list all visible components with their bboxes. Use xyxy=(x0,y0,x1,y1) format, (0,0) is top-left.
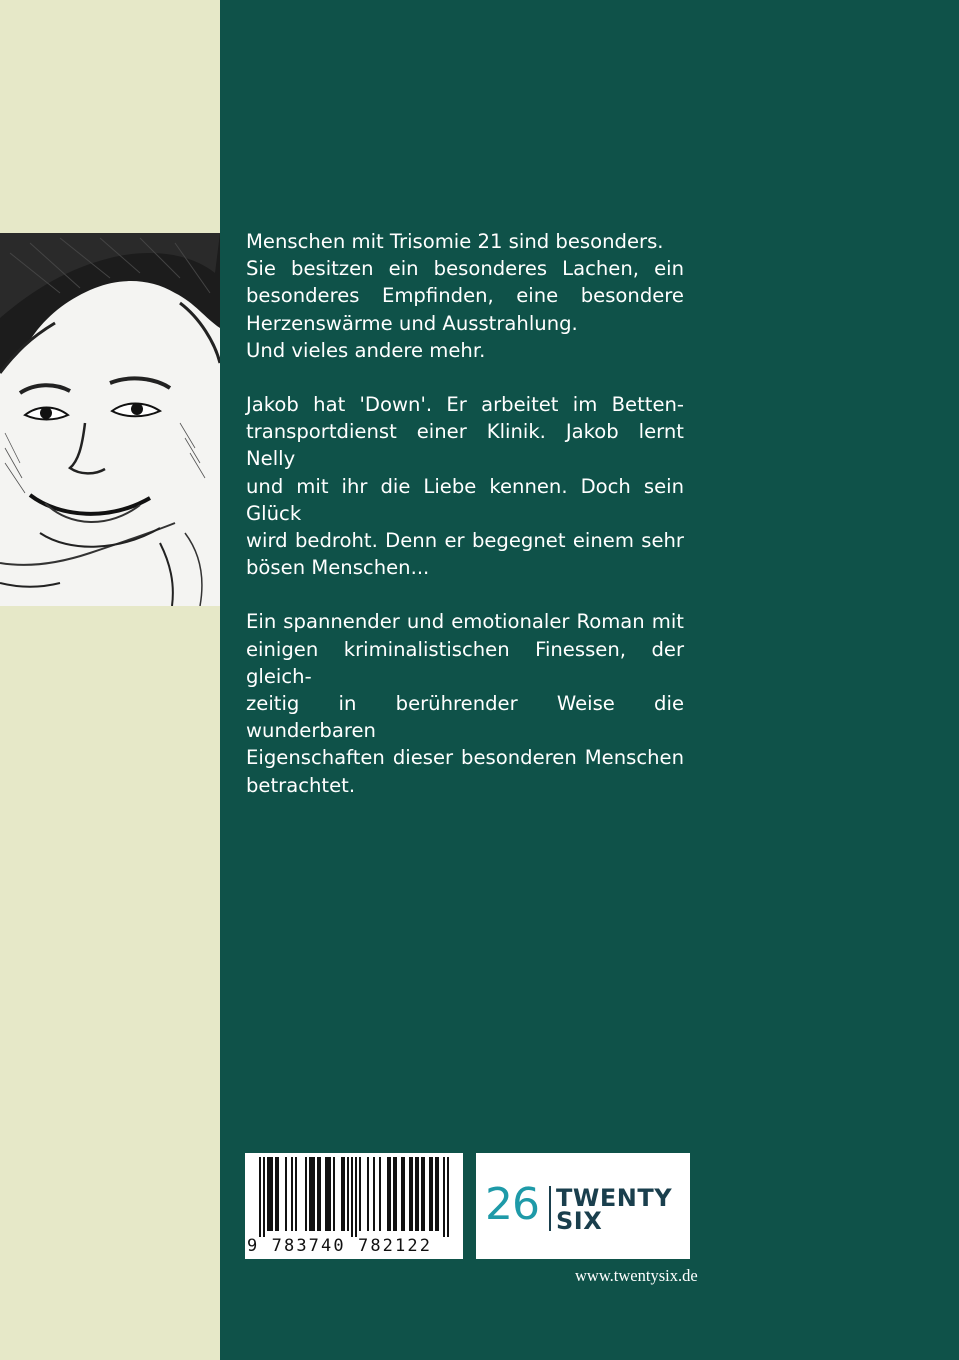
barcode-bar xyxy=(421,1157,423,1231)
logo-number: 26 xyxy=(485,1179,539,1230)
logo-word-six: SIX xyxy=(556,1207,603,1235)
barcode-bar xyxy=(325,1157,327,1231)
barcode-bar xyxy=(359,1157,361,1231)
publisher-logo xyxy=(476,1153,690,1259)
barcode-bar xyxy=(341,1157,343,1231)
barcode-bar xyxy=(343,1157,345,1231)
blurb-paragraph-1 xyxy=(246,228,684,364)
blurb-line: Jakob hat 'Down'. Er arbeitet im Betten- xyxy=(246,393,684,417)
barcode-bar xyxy=(333,1157,335,1231)
barcode-bar xyxy=(347,1157,349,1231)
blurb-paragraph-3 xyxy=(246,608,684,798)
barcode-bar xyxy=(417,1157,419,1231)
blurb-line: besonderes Empfinden, eine besondere xyxy=(246,284,684,308)
barcode-bar xyxy=(387,1157,389,1231)
barcode-bar xyxy=(379,1157,381,1231)
barcode-bar xyxy=(395,1157,397,1231)
barcode-bar xyxy=(403,1157,405,1231)
barcode-bar xyxy=(447,1157,449,1237)
blurb-line: wird bedroht. Denn er begegnet einem sehr xyxy=(246,529,684,553)
barcode-bar xyxy=(443,1157,445,1237)
logo-word-twenty: TWENTY xyxy=(556,1184,673,1212)
barcode-bar xyxy=(327,1157,329,1231)
blurb-line: einigen kriminalistischen Finessen, der gleich- xyxy=(246,637,684,688)
blurb-line: Sie besitzen ein besonderes Lachen, ein xyxy=(246,257,684,281)
blurb-line: Herzenswärme und Ausstrahlung. xyxy=(246,311,578,335)
blurb-line: und mit ihr die Liebe kennen. Doch sein Glück xyxy=(246,474,684,525)
portrait-drawing-icon xyxy=(0,233,220,606)
barcode-bar xyxy=(415,1157,417,1231)
barcode-bar xyxy=(319,1157,321,1231)
barcode-bar xyxy=(431,1157,433,1231)
barcode-bar xyxy=(291,1157,293,1231)
blurb-line: transportdienst einer Klinik. Jakob lernt Nelly xyxy=(246,420,684,471)
barcode-bar xyxy=(367,1157,369,1231)
barcode-bar xyxy=(355,1157,357,1237)
barcode-bar xyxy=(411,1157,413,1231)
barcode-bar xyxy=(263,1157,265,1237)
blurb-line: zeitig in berührender Weise die wunderbaren xyxy=(246,692,684,743)
barcode-bar xyxy=(309,1157,311,1231)
barcode xyxy=(245,1153,463,1259)
barcode-bar xyxy=(429,1157,431,1231)
barcode-bar xyxy=(437,1157,439,1231)
barcode-bar xyxy=(267,1157,269,1231)
barcode-bar xyxy=(259,1157,261,1237)
barcode-bar xyxy=(271,1157,273,1231)
barcode-bars xyxy=(245,1153,463,1237)
blurb-paragraph-2 xyxy=(246,391,684,581)
barcode-bar xyxy=(389,1157,391,1231)
blurb-line: betrachtet. xyxy=(246,773,356,797)
barcode-bar xyxy=(275,1157,277,1231)
barcode-bar xyxy=(401,1157,403,1231)
blurb-line: Eigenschaften dieser besonderen Menschen xyxy=(246,746,684,770)
spine-panel xyxy=(0,0,220,1360)
blurb-line: bösen Menschen... xyxy=(246,556,430,580)
barcode-digits: 9 783740 782122 xyxy=(247,1236,433,1256)
barcode-bar xyxy=(409,1157,411,1231)
barcode-bar xyxy=(269,1157,271,1231)
blurb-text xyxy=(246,228,684,826)
barcode-bar xyxy=(285,1157,287,1231)
barcode-bar xyxy=(305,1157,307,1231)
barcode-bar xyxy=(435,1157,437,1231)
barcode-bar xyxy=(277,1157,279,1231)
barcode-bar xyxy=(311,1157,313,1231)
blurb-line: Und vieles andere mehr. xyxy=(246,338,486,362)
publisher-url[interactable]: www.twentysix.de xyxy=(575,1266,698,1285)
barcode-bar xyxy=(313,1157,315,1231)
blurb-line: Menschen mit Trisomie 21 sind besonders. xyxy=(246,230,664,253)
logo-divider xyxy=(549,1186,551,1231)
barcode-bar xyxy=(393,1157,395,1231)
blurb-line: Ein spannender und emotionaler Roman mit xyxy=(246,610,684,634)
barcode-bar xyxy=(373,1157,375,1231)
barcode-bar xyxy=(423,1157,425,1231)
barcode-bar xyxy=(329,1157,331,1231)
barcode-bar xyxy=(351,1157,353,1237)
barcode-bar xyxy=(317,1157,319,1231)
barcode-bar xyxy=(295,1157,297,1231)
